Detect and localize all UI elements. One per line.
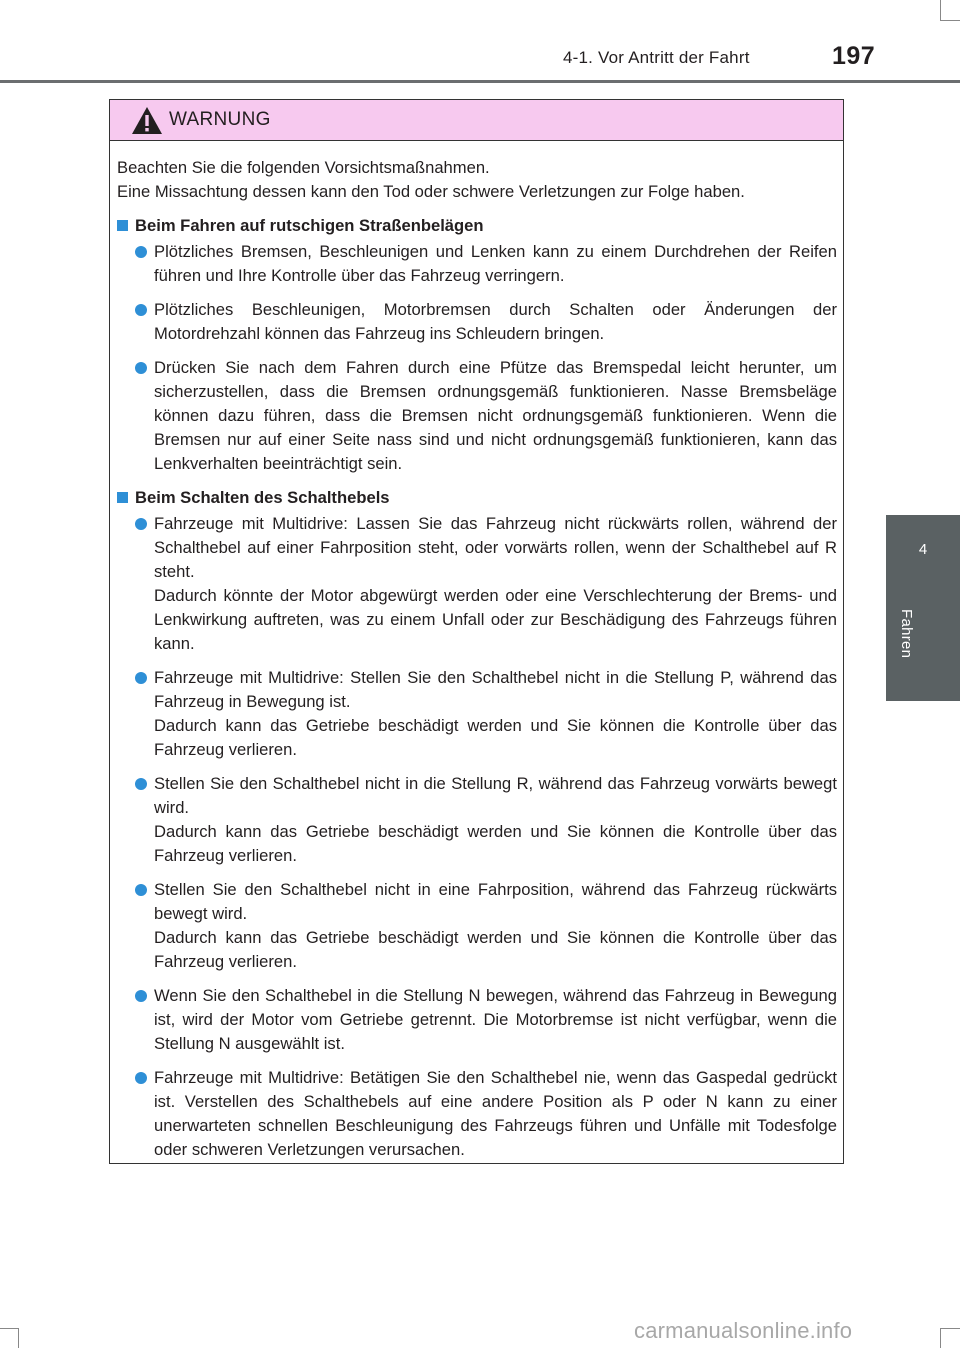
list-item: [117, 1066, 837, 1162]
watermark: carmanualsonline.info: [634, 1318, 853, 1343]
intro-line: Beachten Sie die folgenden Vorsichtsmaßnahmen.: [117, 158, 490, 177]
page-number: 197: [832, 42, 876, 70]
list-item: [117, 356, 837, 476]
crop-mark: [940, 1328, 941, 1348]
list-item: [117, 878, 837, 974]
warning-title: WARNUNG: [169, 109, 271, 130]
section-header: 4-1. Vor Antritt der Fahrt: [563, 48, 750, 67]
chapter-strip: [886, 593, 960, 701]
crop-mark: [0, 1328, 18, 1329]
warning-body: [117, 156, 837, 1172]
section-heading: [117, 214, 837, 238]
list-item: [117, 512, 837, 656]
circle-bullet-icon: [135, 246, 147, 258]
list-item: [117, 298, 837, 346]
intro-line: Eine Missachtung dessen kann den Tod oder schwere Verletzungen zur Folge haben.: [117, 182, 745, 201]
list-item: [117, 984, 837, 1056]
circle-bullet-icon: [135, 362, 147, 374]
list-item: [117, 240, 837, 288]
list-item-text: Wenn Sie den Schalthebel in die Stellung N bewegen, während das Fahrzeug in Bewegung ist, wird der Motor vom Getriebe getrennt. Die Motorbremse ist nicht verfügbar, wenn die Stellung N ausgewählt ist.: [154, 986, 837, 1053]
chapter-number: 4: [918, 541, 928, 558]
list-item-text: Stellen Sie den Schalthebel nicht in eine Fahrposition, während das Fahrzeug rückwärts bewegt wird.: [154, 880, 837, 923]
warning-triangle-icon: [131, 106, 163, 135]
crop-mark: [18, 1328, 19, 1348]
list-item-text: Fahrzeuge mit Multidrive: Lassen Sie das Fahrzeug nicht rückwärts rollen, während der Schalthebel auf einer Fahrposition steht, oder vorwärts rollen, wenn der Schalthebel auf R steht.: [154, 514, 837, 581]
square-bullet-icon: [117, 492, 128, 503]
list-item-consequence: Dadurch kann das Getriebe beschädigt werden und Sie können die Kontrolle über das Fahrzeug verlieren.: [154, 928, 837, 971]
list-item: [117, 772, 837, 868]
header-rule: [0, 80, 960, 83]
section-heading-text: Beim Schalten des Schalthebels: [135, 488, 390, 507]
section-heading: [117, 486, 837, 510]
list-item-consequence: Dadurch könnte der Motor abgewürgt werden oder eine Verschlechterung der Brems- und Lenkwirkung auftreten, was zu einem Unfall oder zur Beschädigung des Fahrzeugs führen kann.: [154, 586, 837, 653]
circle-bullet-icon: [135, 518, 147, 530]
list-item-text: Fahrzeuge mit Multidrive: Stellen Sie den Schalthebel nicht in die Stellung P, während das Fahrzeug in Bewegung ist.: [154, 668, 837, 711]
crop-mark: [940, 0, 941, 20]
list-item-text: Drücken Sie nach dem Fahren durch eine Pfütze das Bremspedal leicht herunter, um sicherzustellen, dass die Bremsen ordnungsgemäß funktionieren. Nasse Bremsbeläge können dazu führen, dass die Bremsen nicht ordnungsgemäß funktionieren. Wenn die Bremsen nur auf einer Seite nass sind und nicht ordnungsgemäß funktionieren, kann das Lenkverhalten beeinträchtigt sein.: [154, 358, 837, 473]
list-item-consequence: Dadurch kann das Getriebe beschädigt werden und Sie können die Kontrolle über das Fahrzeug verlieren.: [154, 716, 837, 759]
warning-box: [109, 99, 844, 1164]
list-item-text: Stellen Sie den Schalthebel nicht in die Stellung R, während das Fahrzeug vorwärts bewegt wird.: [154, 774, 837, 817]
circle-bullet-icon: [135, 990, 147, 1002]
chapter-tab[interactable]: [886, 515, 960, 593]
square-bullet-icon: [117, 220, 128, 231]
circle-bullet-icon: [135, 672, 147, 684]
crop-mark: [940, 20, 960, 21]
list-item-text: Plötzliches Bremsen, Beschleunigen und Lenken kann zu einem Durchdrehen der Reifen führen und Ihre Kontrolle über das Fahrzeug verringern.: [154, 242, 837, 285]
circle-bullet-icon: [135, 884, 147, 896]
warning-header: [110, 100, 843, 141]
list-item-text: Plötzliches Beschleunigen, Motorbremsen durch Schalten oder Änderungen der Motordrehzahl können das Fahrzeug ins Schleudern bringen.: [154, 300, 837, 343]
chapter-label: Fahren: [898, 609, 915, 659]
list-item-text: Fahrzeuge mit Multidrive: Betätigen Sie den Schalthebel nie, wenn das Gaspedal gedrückt ist. Verstellen des Schalthebels auf eine andere Position als P oder N kann zu einer unerwarteten schnellen Beschleunigung des Fahrzeugs führen und Unfälle mit Todesfolge oder schweren Verletzungen verursachen.: [154, 1068, 837, 1159]
list-item: [117, 666, 837, 762]
circle-bullet-icon: [135, 778, 147, 790]
section-heading-text: Beim Fahren auf rutschigen Straßenbelägen: [135, 216, 484, 235]
crop-mark: [940, 1328, 960, 1329]
list-item-consequence: Dadurch kann das Getriebe beschädigt werden und Sie können die Kontrolle über das Fahrzeug verlieren.: [154, 822, 837, 865]
circle-bullet-icon: [135, 1072, 147, 1084]
circle-bullet-icon: [135, 304, 147, 316]
